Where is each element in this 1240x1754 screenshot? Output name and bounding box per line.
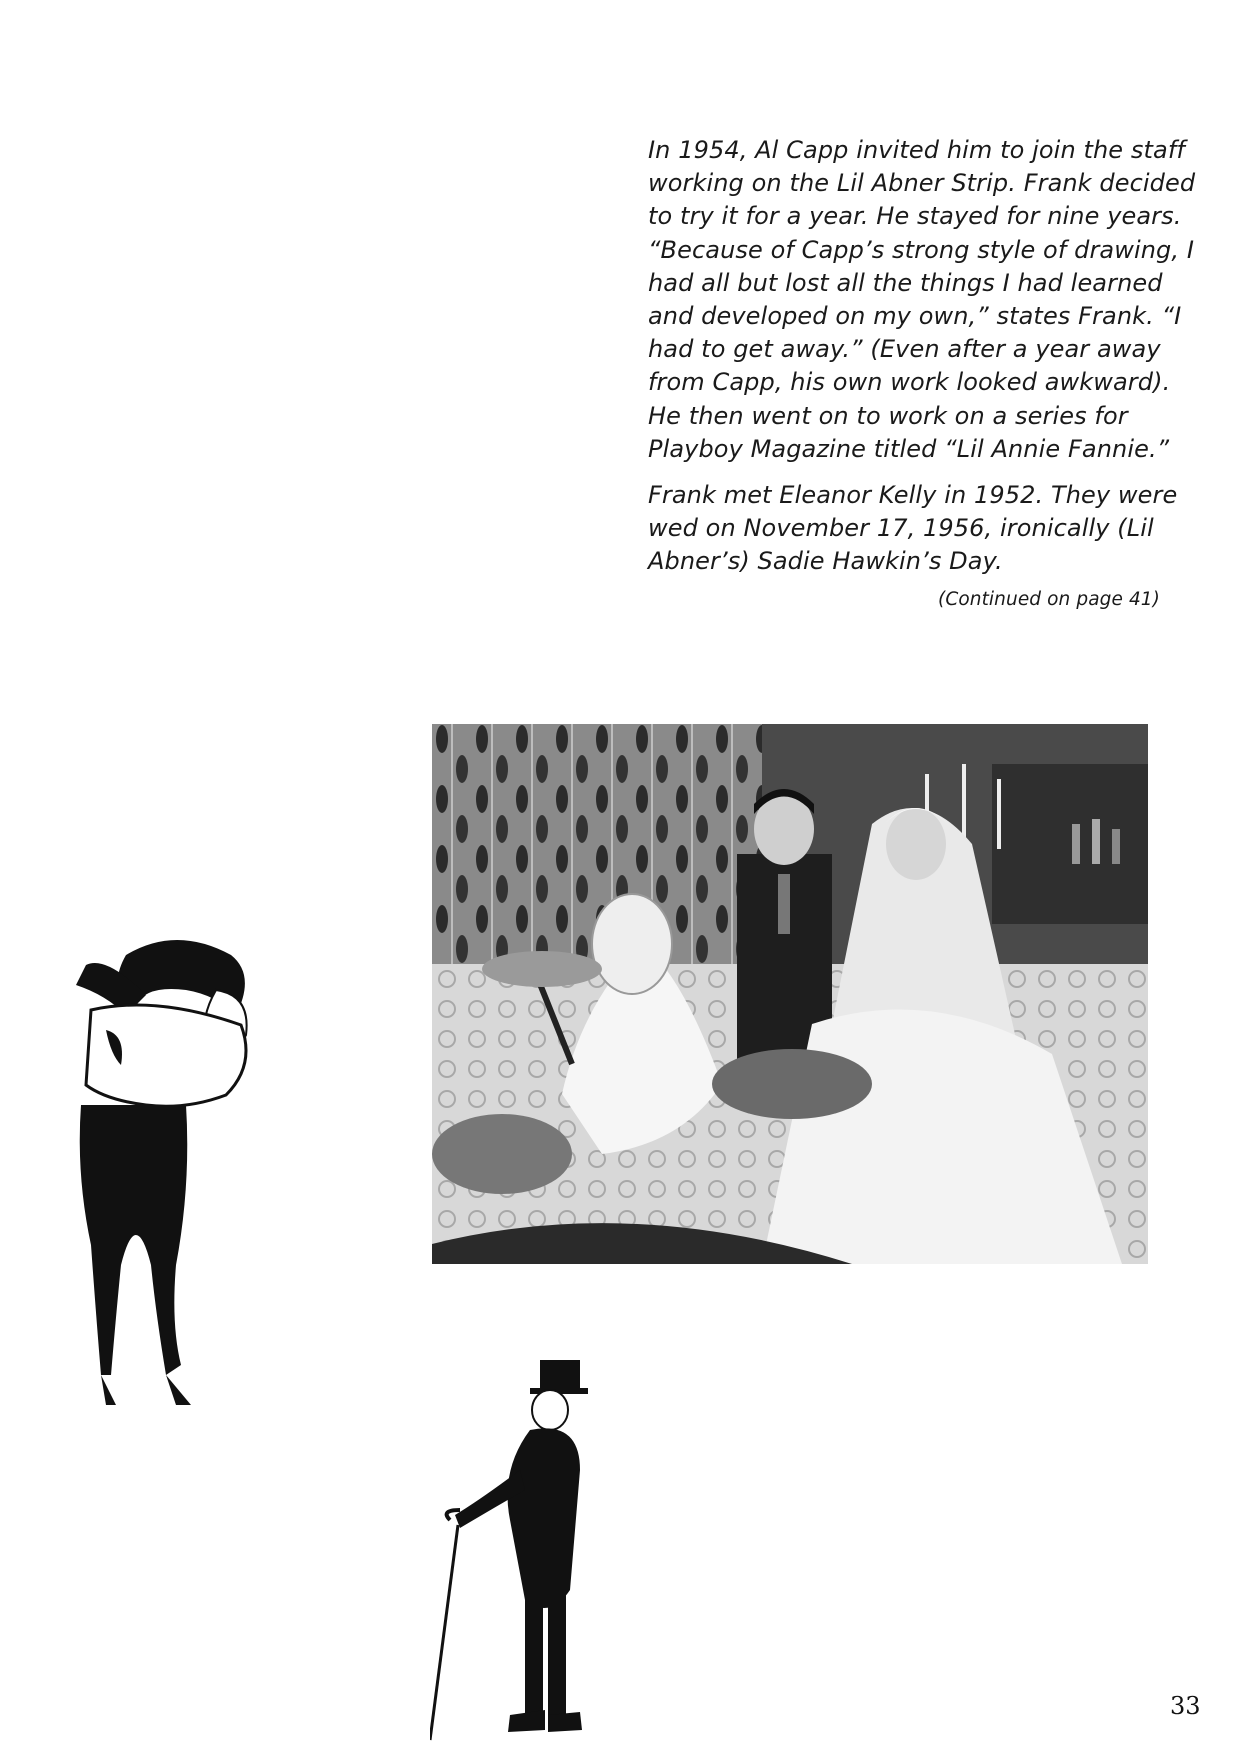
cartoon-woman-illustration bbox=[66, 935, 276, 1435]
continued-note: (Continued on page 41) bbox=[938, 588, 1160, 610]
text-line: Abner’s) Sadie Hawkin’s Day. bbox=[648, 547, 1003, 576]
text-line: He then went on to work on a series for bbox=[648, 401, 1128, 430]
text-line: had to get away.” (Even after a year away bbox=[648, 335, 1161, 364]
text-line: wed on November 17, 1956, ironically (Lil bbox=[648, 514, 1154, 543]
wedding-photo bbox=[432, 724, 1148, 1264]
text-line: from Capp, his own work looked awkward). bbox=[648, 368, 1171, 397]
text-line: working on the Lil Abner Strip. Frank decided bbox=[648, 169, 1196, 198]
paragraph-2 bbox=[648, 479, 1178, 579]
text-line: Frank met Eleanor Kelly in 1952. They were bbox=[648, 481, 1178, 510]
text-line: In 1954, Al Capp invited him to join the staff bbox=[648, 136, 1185, 164]
text-line: Playboy Magazine titled “Lil Annie Fannie.” bbox=[648, 434, 1170, 463]
text-line: “Because of Capp’s strong style of drawing, I bbox=[648, 235, 1194, 264]
page-number: 33 bbox=[1170, 1692, 1201, 1720]
article-text bbox=[648, 134, 1196, 616]
paragraph-1 bbox=[648, 134, 1196, 466]
text-line: to try it for a year. He stayed for nine years. bbox=[648, 202, 1182, 231]
cartoon-man-illustration bbox=[430, 1360, 630, 1745]
text-line: and developed on my own,” states Frank. “I bbox=[648, 302, 1182, 331]
text-line: had all but lost all the things I had learned bbox=[648, 268, 1163, 297]
